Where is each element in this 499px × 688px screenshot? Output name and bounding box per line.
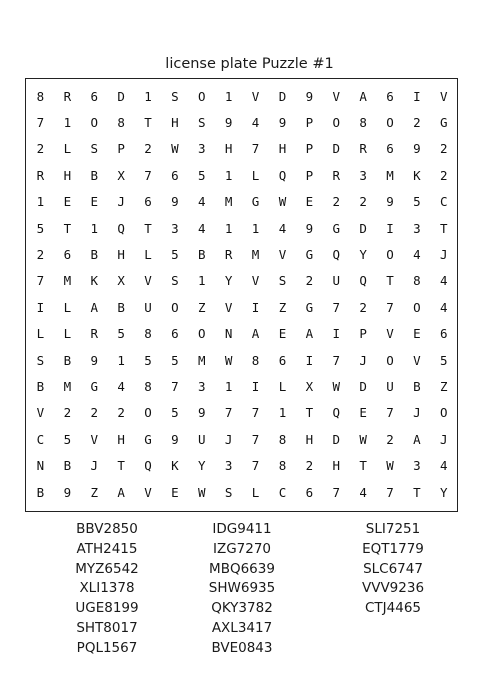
- grid-cell[interactable]: 7: [386, 299, 394, 315]
- grid-cell[interactable]: Z: [278, 299, 287, 315]
- grid-cell[interactable]: 4: [117, 378, 125, 394]
- grid-cell[interactable]: N: [224, 326, 233, 342]
- grid-cell[interactable]: H: [224, 141, 233, 157]
- grid-cell[interactable]: C: [440, 194, 448, 210]
- grid-cell[interactable]: 2: [440, 141, 448, 157]
- grid-cell[interactable]: 5: [413, 194, 421, 210]
- grid-cell[interactable]: 8: [278, 458, 287, 474]
- grid-cell[interactable]: O: [413, 299, 421, 315]
- grid-cell[interactable]: R: [90, 326, 98, 342]
- grid-cell[interactable]: V: [332, 88, 340, 104]
- grid-cell[interactable]: P: [359, 326, 367, 342]
- grid-cell[interactable]: G: [144, 431, 152, 447]
- grid-cell[interactable]: C: [36, 431, 45, 447]
- grid-cell[interactable]: T: [144, 220, 152, 236]
- letter-grid-frame: [25, 78, 458, 512]
- grid-cell[interactable]: O: [386, 115, 394, 131]
- grid-cell[interactable]: 7: [144, 167, 152, 183]
- grid-cell[interactable]: B: [198, 247, 206, 263]
- grid-cell[interactable]: 4: [440, 458, 448, 474]
- grid-cell[interactable]: 6: [90, 88, 98, 104]
- grid-cell[interactable]: T: [144, 115, 152, 131]
- grid-cell[interactable]: M: [224, 194, 233, 210]
- grid-cell[interactable]: J: [117, 194, 125, 210]
- grid-cell[interactable]: K: [171, 458, 179, 474]
- grid-cell[interactable]: A: [251, 326, 260, 342]
- grid-cell[interactable]: Z: [198, 299, 206, 315]
- word-list-item: QKY3782: [211, 600, 273, 617]
- grid-cell[interactable]: 5: [171, 405, 179, 421]
- grid-cell[interactable]: 6: [440, 326, 448, 342]
- grid-cell[interactable]: A: [90, 299, 98, 315]
- word-list-item: IDG9411: [212, 521, 272, 537]
- grid-cell[interactable]: R: [224, 247, 233, 263]
- grid-cell[interactable]: 2: [413, 115, 421, 131]
- grid-cell[interactable]: S: [278, 273, 287, 289]
- word-list-item: EQT1779: [362, 540, 424, 557]
- letter-grid: [27, 83, 457, 505]
- grid-cell[interactable]: 2: [332, 194, 340, 210]
- grid-cell[interactable]: J: [413, 405, 421, 421]
- grid-cell[interactable]: O: [386, 352, 394, 368]
- grid-cell[interactable]: Q: [278, 167, 287, 183]
- grid-cell[interactable]: D: [359, 220, 367, 236]
- grid-cell[interactable]: D: [359, 378, 367, 394]
- grid-cell[interactable]: B: [117, 299, 125, 315]
- grid-cell[interactable]: H: [278, 141, 287, 157]
- grid-cell[interactable]: X: [117, 273, 125, 289]
- grid-cell[interactable]: 1: [36, 194, 45, 210]
- grid-cell[interactable]: L: [251, 484, 260, 500]
- grid-cell[interactable]: K: [413, 167, 421, 183]
- word-list-item: IZG7270: [212, 540, 272, 557]
- grid-cell[interactable]: 1: [90, 220, 98, 236]
- grid-cell[interactable]: 3: [224, 458, 233, 474]
- word-list-item: CTJ4465: [364, 600, 421, 617]
- grid-cell[interactable]: 2: [63, 405, 72, 421]
- grid-cell[interactable]: Q: [144, 458, 152, 474]
- grid-cell[interactable]: O: [386, 247, 394, 263]
- grid-cell[interactable]: 7: [251, 405, 260, 421]
- grid-cell[interactable]: W: [224, 352, 233, 368]
- grid-cell[interactable]: 9: [171, 194, 179, 210]
- grid-cell[interactable]: 1: [198, 273, 206, 289]
- grid-cell[interactable]: 2: [117, 405, 125, 421]
- grid-cell[interactable]: 3: [413, 220, 421, 236]
- grid-cell[interactable]: 4: [198, 194, 206, 210]
- grid-cell[interactable]: E: [63, 194, 72, 210]
- grid-cell[interactable]: D: [278, 88, 287, 104]
- word-list-item: BVE0843: [211, 639, 273, 656]
- grid-cell[interactable]: N: [36, 458, 45, 474]
- word-list-item: XLI1378: [79, 580, 135, 597]
- grid-cell[interactable]: W: [198, 484, 206, 500]
- grid-cell[interactable]: U: [198, 431, 206, 447]
- grid-cell[interactable]: L: [278, 378, 287, 394]
- grid-cell[interactable]: A: [305, 326, 314, 342]
- grid-cell[interactable]: 4: [440, 299, 448, 315]
- grid-cell[interactable]: 5: [63, 431, 72, 447]
- grid-cell[interactable]: 9: [224, 115, 233, 131]
- grid-cell[interactable]: P: [305, 115, 314, 131]
- word-list-item: SLC6747: [363, 560, 423, 577]
- grid-cell[interactable]: G: [305, 247, 314, 263]
- grid-cell[interactable]: J: [224, 431, 233, 447]
- grid-cell[interactable]: M: [198, 352, 206, 368]
- grid-cell[interactable]: 6: [305, 484, 314, 500]
- grid-cell[interactable]: 1: [63, 115, 72, 131]
- grid-cell[interactable]: I: [332, 326, 340, 342]
- grid-cell[interactable]: V: [413, 352, 421, 368]
- grid-cell[interactable]: S: [171, 88, 179, 104]
- puzzle-title: license plate Puzzle #1: [165, 56, 334, 72]
- grid-cell[interactable]: 5: [171, 352, 179, 368]
- grid-cell[interactable]: A: [117, 484, 125, 500]
- grid-cell[interactable]: P: [305, 141, 314, 157]
- grid-cell[interactable]: C: [278, 484, 287, 500]
- grid-cell[interactable]: 8: [36, 88, 45, 104]
- grid-cell[interactable]: K: [90, 273, 98, 289]
- word-list-column-3: [313, 520, 473, 619]
- grid-cell[interactable]: L: [144, 247, 152, 263]
- grid-cell[interactable]: 2: [36, 247, 45, 263]
- grid-cell[interactable]: 7: [251, 431, 260, 447]
- grid-cell[interactable]: H: [305, 431, 314, 447]
- grid-cell[interactable]: O: [332, 115, 340, 131]
- grid-cell[interactable]: W: [386, 458, 394, 474]
- grid-cell[interactable]: O: [90, 115, 98, 131]
- grid-cell[interactable]: U: [386, 378, 394, 394]
- grid-cell[interactable]: 7: [332, 484, 340, 500]
- grid-cell[interactable]: 7: [332, 299, 340, 315]
- grid-cell[interactable]: 1: [224, 88, 233, 104]
- grid-cell[interactable]: T: [386, 273, 394, 289]
- grid-cell[interactable]: 7: [251, 141, 260, 157]
- grid-cell[interactable]: 6: [144, 194, 152, 210]
- grid-cell[interactable]: 1: [117, 352, 125, 368]
- grid-cell[interactable]: T: [305, 405, 314, 421]
- word-list-item: VVV9236: [361, 580, 425, 597]
- grid-cell[interactable]: 4: [278, 220, 287, 236]
- grid-cell[interactable]: D: [332, 431, 340, 447]
- grid-cell[interactable]: 2: [440, 167, 448, 183]
- grid-cell[interactable]: 1: [144, 88, 152, 104]
- grid-cell[interactable]: M: [386, 167, 394, 183]
- grid-cell[interactable]: 3: [198, 378, 206, 394]
- grid-cell[interactable]: 9: [413, 141, 421, 157]
- grid-cell[interactable]: I: [386, 220, 394, 236]
- grid-cell[interactable]: 2: [359, 299, 367, 315]
- grid-cell[interactable]: I: [251, 378, 260, 394]
- grid-cell[interactable]: W: [278, 194, 287, 210]
- word-list-item: ATH2415: [76, 540, 138, 557]
- grid-cell[interactable]: 7: [36, 273, 45, 289]
- grid-cell[interactable]: T: [117, 458, 125, 474]
- grid-cell[interactable]: E: [278, 326, 287, 342]
- grid-cell[interactable]: H: [332, 458, 340, 474]
- grid-cell[interactable]: O: [144, 405, 152, 421]
- grid-cell[interactable]: Y: [198, 458, 206, 474]
- grid-cell[interactable]: 9: [305, 220, 314, 236]
- grid-cell[interactable]: 9: [63, 484, 72, 500]
- grid-cell[interactable]: L: [63, 326, 72, 342]
- grid-cell[interactable]: V: [144, 273, 152, 289]
- grid-cell[interactable]: Q: [359, 273, 367, 289]
- grid-cell[interactable]: 6: [171, 326, 179, 342]
- grid-cell[interactable]: 9: [386, 194, 394, 210]
- grid-cell[interactable]: 4: [440, 273, 448, 289]
- grid-cell[interactable]: U: [144, 299, 152, 315]
- grid-cell[interactable]: Y: [440, 484, 448, 500]
- grid-cell[interactable]: S: [198, 115, 206, 131]
- word-list-item: MYZ6542: [75, 560, 139, 577]
- grid-cell[interactable]: Z: [90, 484, 98, 500]
- grid-cell[interactable]: 4: [251, 115, 260, 131]
- grid-cell[interactable]: S: [171, 273, 179, 289]
- grid-cell[interactable]: 5: [171, 247, 179, 263]
- grid-cell[interactable]: B: [36, 484, 45, 500]
- grid-cell[interactable]: M: [251, 247, 260, 263]
- grid-cell[interactable]: O: [198, 88, 206, 104]
- grid-cell[interactable]: 5: [117, 326, 125, 342]
- grid-cell[interactable]: 5: [36, 220, 45, 236]
- grid-cell[interactable]: T: [413, 484, 421, 500]
- grid-cell[interactable]: A: [359, 88, 367, 104]
- grid-cell[interactable]: 8: [251, 352, 260, 368]
- grid-cell[interactable]: V: [251, 273, 260, 289]
- grid-cell[interactable]: T: [359, 458, 367, 474]
- word-list-item: UGE8199: [75, 600, 139, 617]
- grid-cell[interactable]: 9: [171, 431, 179, 447]
- grid-cell[interactable]: G: [332, 220, 340, 236]
- grid-cell[interactable]: S: [36, 352, 45, 368]
- grid-cell[interactable]: D: [117, 88, 125, 104]
- grid-cell[interactable]: A: [413, 431, 421, 447]
- grid-cell[interactable]: P: [117, 141, 125, 157]
- grid-cell[interactable]: 8: [359, 115, 367, 131]
- grid-cell[interactable]: G: [305, 299, 314, 315]
- word-list-item: PQL1567: [76, 639, 138, 656]
- grid-cell[interactable]: 2: [305, 458, 314, 474]
- grid-cell[interactable]: 1: [251, 220, 260, 236]
- grid-cell[interactable]: S: [90, 141, 98, 157]
- grid-cell[interactable]: Z: [440, 378, 448, 394]
- grid-cell[interactable]: I: [413, 88, 421, 104]
- grid-cell[interactable]: 9: [90, 352, 98, 368]
- grid-cell[interactable]: 6: [278, 352, 287, 368]
- grid-cell[interactable]: 8: [278, 431, 287, 447]
- grid-cell[interactable]: 7: [386, 484, 394, 500]
- grid-cell[interactable]: G: [440, 115, 448, 131]
- grid-cell[interactable]: X: [117, 167, 125, 183]
- grid-cell[interactable]: G: [251, 194, 260, 210]
- grid-cell[interactable]: P: [305, 167, 314, 183]
- grid-cell[interactable]: B: [63, 352, 72, 368]
- grid-cell[interactable]: 6: [386, 88, 394, 104]
- grid-cell[interactable]: V: [90, 431, 98, 447]
- grid-cell[interactable]: D: [332, 141, 340, 157]
- grid-cell[interactable]: O: [171, 299, 179, 315]
- grid-cell[interactable]: 2: [90, 405, 98, 421]
- grid-cell[interactable]: V: [251, 88, 260, 104]
- grid-cell[interactable]: O: [440, 405, 448, 421]
- grid-cell[interactable]: I: [305, 352, 314, 368]
- grid-cell[interactable]: 1: [278, 405, 287, 421]
- grid-cell[interactable]: 4: [198, 220, 206, 236]
- word-list-item: BBV2850: [76, 521, 138, 537]
- grid-cell[interactable]: 1: [224, 378, 233, 394]
- grid-cell[interactable]: 5: [440, 352, 448, 368]
- grid-cell[interactable]: I: [36, 299, 45, 315]
- grid-cell[interactable]: J: [359, 352, 367, 368]
- grid-cell[interactable]: E: [90, 194, 98, 210]
- grid-cell[interactable]: 7: [332, 352, 340, 368]
- grid-cell[interactable]: 2: [36, 141, 45, 157]
- grid-cell[interactable]: R: [36, 167, 45, 183]
- grid-cell[interactable]: V: [440, 88, 448, 104]
- grid-cell[interactable]: Q: [332, 247, 340, 263]
- grid-cell[interactable]: 3: [198, 141, 206, 157]
- word-list-column-2: [162, 520, 322, 659]
- grid-cell[interactable]: 9: [305, 88, 314, 104]
- word-list-item: MBQ6639: [209, 560, 275, 577]
- word-list-item: AXL3417: [211, 619, 273, 636]
- word-list-item: SHT8017: [76, 619, 138, 636]
- grid-cell[interactable]: R: [63, 88, 72, 104]
- grid-cell[interactable]: Y: [359, 247, 367, 263]
- grid-cell[interactable]: 1: [224, 167, 233, 183]
- grid-cell[interactable]: V: [36, 405, 45, 421]
- grid-cell[interactable]: 9: [278, 115, 287, 131]
- grid-cell[interactable]: B: [413, 378, 421, 394]
- grid-cell[interactable]: Y: [224, 273, 233, 289]
- grid-cell[interactable]: B: [90, 247, 98, 263]
- grid-cell[interactable]: 2: [359, 194, 367, 210]
- grid-cell[interactable]: 5: [198, 167, 206, 183]
- grid-cell[interactable]: T: [440, 220, 448, 236]
- grid-cell[interactable]: 4: [413, 247, 421, 263]
- grid-cell[interactable]: 8: [144, 378, 152, 394]
- grid-cell[interactable]: 8: [117, 115, 125, 131]
- grid-cell[interactable]: 6: [63, 247, 72, 263]
- grid-cell[interactable]: W: [171, 141, 179, 157]
- grid-cell[interactable]: W: [359, 431, 367, 447]
- grid-cell[interactable]: 4: [359, 484, 367, 500]
- grid-cell[interactable]: 1: [224, 220, 233, 236]
- grid-cell[interactable]: 7: [36, 115, 45, 131]
- grid-cell[interactable]: M: [63, 378, 72, 394]
- grid-cell[interactable]: M: [63, 273, 72, 289]
- grid-cell[interactable]: U: [332, 273, 340, 289]
- grid-cell[interactable]: X: [305, 378, 314, 394]
- grid-cell[interactable]: H: [63, 167, 72, 183]
- grid-cell[interactable]: L: [63, 141, 72, 157]
- grid-cell[interactable]: L: [251, 167, 260, 183]
- grid-cell[interactable]: E: [305, 194, 314, 210]
- grid-cell[interactable]: 7: [251, 458, 260, 474]
- grid-cell[interactable]: E: [359, 405, 367, 421]
- grid-cell[interactable]: Q: [117, 220, 125, 236]
- grid-cell[interactable]: V: [386, 326, 394, 342]
- word-list-item: SLI7251: [365, 521, 421, 537]
- grid-cell[interactable]: G: [90, 378, 98, 394]
- grid-cell[interactable]: 2: [144, 141, 152, 157]
- grid-cell[interactable]: 2: [386, 431, 394, 447]
- grid-cell[interactable]: S: [224, 484, 233, 500]
- grid-cell[interactable]: L: [36, 326, 45, 342]
- grid-cell[interactable]: B: [90, 167, 98, 183]
- grid-cell[interactable]: 6: [386, 141, 394, 157]
- grid-cell[interactable]: 7: [171, 378, 179, 394]
- word-list-item: SHW6935: [208, 580, 276, 597]
- grid-cell[interactable]: Q: [332, 405, 340, 421]
- grid-cell[interactable]: O: [198, 326, 206, 342]
- grid-cell[interactable]: 8: [144, 326, 152, 342]
- grid-cell[interactable]: 5: [144, 352, 152, 368]
- grid-cell[interactable]: T: [63, 220, 72, 236]
- grid-cell[interactable]: V: [224, 299, 233, 315]
- grid-cell[interactable]: 8: [413, 273, 421, 289]
- grid-cell[interactable]: 3: [413, 458, 421, 474]
- grid-cell[interactable]: R: [332, 167, 340, 183]
- grid-cell[interactable]: 3: [171, 220, 179, 236]
- grid-cell[interactable]: 6: [171, 167, 179, 183]
- grid-cell[interactable]: E: [171, 484, 179, 500]
- grid-cell[interactable]: L: [63, 299, 72, 315]
- grid-cell[interactable]: H: [171, 115, 179, 131]
- grid-cell[interactable]: B: [36, 378, 45, 394]
- grid-cell[interactable]: H: [117, 247, 125, 263]
- grid-cell[interactable]: V: [144, 484, 152, 500]
- grid-cell[interactable]: 3: [359, 167, 367, 183]
- grid-cell[interactable]: R: [359, 141, 367, 157]
- grid-cell[interactable]: 2: [305, 273, 314, 289]
- grid-cell[interactable]: I: [251, 299, 260, 315]
- grid-cell[interactable]: 9: [198, 405, 206, 421]
- grid-cell[interactable]: 7: [386, 405, 394, 421]
- grid-cell[interactable]: W: [332, 378, 340, 394]
- grid-cell[interactable]: J: [90, 458, 98, 474]
- grid-cell[interactable]: J: [440, 431, 448, 447]
- grid-cell[interactable]: B: [63, 458, 72, 474]
- grid-cell[interactable]: E: [413, 326, 421, 342]
- grid-cell[interactable]: 7: [224, 405, 233, 421]
- grid-cell[interactable]: H: [117, 431, 125, 447]
- grid-cell[interactable]: V: [278, 247, 287, 263]
- grid-cell[interactable]: J: [440, 247, 448, 263]
